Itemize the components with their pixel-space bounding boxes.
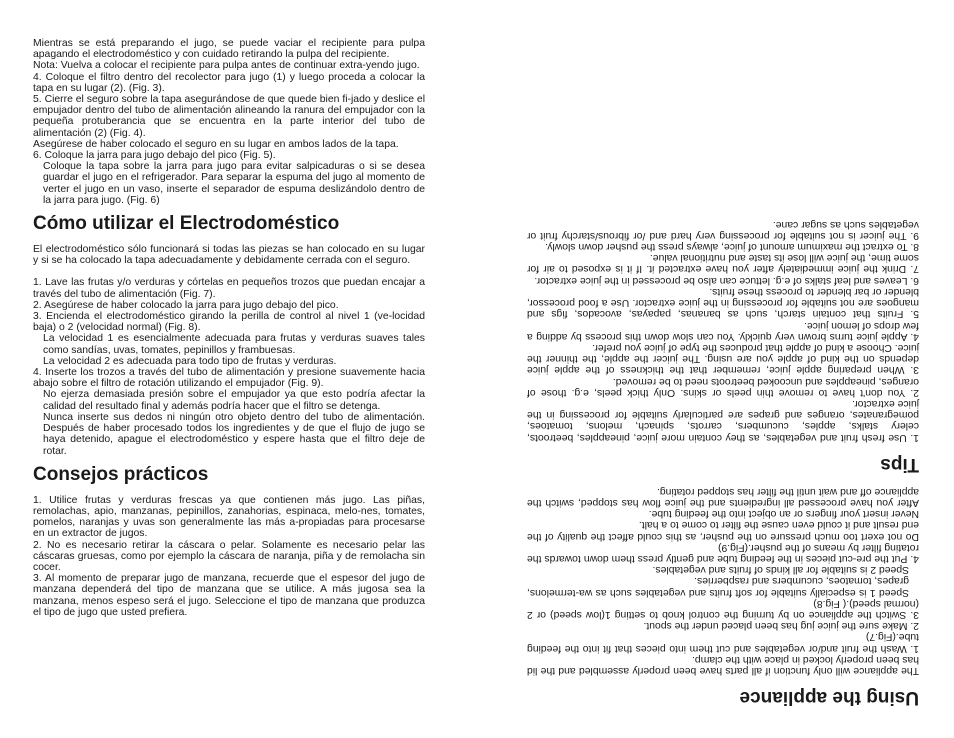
usage-step: 1. Lave las frutas y/o verduras y córtelas en pequeños trozos que puedan encajar a través del tubo de alimentación (Fig. 7).: [33, 277, 425, 300]
tip-item-en: 2. You don't have to remove thin peels or skins. Only thick peels, e.g. those of oranges, pineapples and uncooked beetroots need to be removed.: [527, 375, 919, 398]
tip-item-en: 5. Fruits that contain starch, such as bananas, papayas, avocados, figs and mangoes are not suitable for processing in the juice extractor. Use a food processor, blender or bar blender to process these fruits.: [527, 285, 919, 320]
usage-steps: [33, 277, 425, 456]
tips-list-en: [527, 218, 919, 442]
usage-note-en: Never insert your fingers or an object into the feeding tube.: [648, 508, 919, 520]
tip-item: 1. Utilice frutas y verduras frescas ya que contienen más jugo. Las piñas, remolachas, apio, manzanas, pepinillos, zanahorias, espinaca, melo-nes, tomates, pomelos, naranjas y uvas son generalmente las más a-propiadas para procesarse en un extractor de jugos.: [33, 494, 425, 540]
section-heading-usage: Cómo utilizar el Electrodoméstico: [33, 213, 340, 235]
usage-step-detail: La velocidad 1 es esencialmente adecuada para frutas y verduras suaves tales como sandías, uvas, tomates, pepinillos y frambuesas.: [43, 333, 425, 356]
usage-step-detail: No ejerza demasiada presión sobre el empujador ya que esto podría afectar la calidad del resultado final y además podría hacer que el filtro se detenga.: [43, 389, 425, 412]
step-5: 5. Cierre el seguro sobre la tapa asegurándose de que quede bien fi-jado y deslice el empujador dentro del tubo de alimentación alineando la ranura del empujador con la pequeña protuberancia que se encuentra en la parte interior del tubo de alimentación (2) (Fig. 4).: [33, 94, 425, 139]
usage-step-detail-en: Speed 1 is especially suitable for soft fruits and vegetables such as wa-termelons, grapes, tomatoes, cucumbers and raspberries.: [527, 575, 909, 598]
usage-step-en: 2. Make sure the juice jug has been placed under the spout.: [643, 620, 919, 632]
paragraph: Asegúrese de haber colocado el seguro en su lugar en ambos lados de la tapa.: [33, 138, 399, 150]
step-6: 6. Coloque la jarra para jugo debajo del pico (Fig. 5).: [33, 150, 276, 162]
usage-step-en: 4. Put the pre-cut pieces in the feeding tube and gently press them down towards the rotating filter by means of the pusher.(Fig.9): [527, 541, 919, 564]
tip-item: 3. Al momento de preparar jugo de manzana, recuerde que el espesor del jugo de manzana dependerá del tipo de manzana que se utilice. A más jugosa sea la manzana, menos espeso será el jugo. Seleccione el tipo de manzana que produzca el tipo de jugo que usted prefiera.: [33, 573, 425, 618]
usage-step-detail: Nunca inserte sus dedos ni ningún otro objeto dentro del tubo de alimentación. Después de haber procesado todos los ingredientes y de que el flujo de jugo se haya detenido, apague el electrodoméstico y espere hasta que el filtro deje de rotar.: [43, 411, 425, 457]
section-heading-usage-en: Using the appliance: [739, 687, 919, 708]
tip-item-en: 3. When preparing apple juice, remember that the thickness of the apple juice depends on the kind of apple you are using. The juicer the apple, the thinner the juice. Choose a kind of apple that produces the type of juice you prefer.: [527, 341, 919, 376]
spanish-column: [33, 38, 425, 618]
paragraph: Coloque la tapa sobre la jarra para jugo para evitar salpicaduras o si se desea guardar el jugo en el refrigerador. Para separar la espuma del jugo al momento de verter el jugo en un vaso, inserte el separador de espuma deslizándolo dentro de la jarra para jugo. (Fig. 6): [43, 161, 425, 206]
tips-list: [33, 495, 425, 618]
tip-item-en: 8. To extract the maximum amount of juice, always press the pusher down slowly.: [545, 241, 919, 253]
tip-item-en: 6. Leaves and leaf stalks of e.g. lettuce can also be processed in the juice extractor.: [534, 274, 919, 286]
usage-step-detail-en: Speed 2 is suitable for all kinds of fruits and vegetables.: [652, 564, 909, 576]
usage-step: 3. Encienda el electrodoméstico girando la perilla de control al nivel 1 (ve-locidad baja) o 2 (velocidad normal) (Fig. 8).: [33, 311, 425, 334]
usage-intro: El electrodoméstico sólo funcionará si todas las piezas se han colocado en su lugar y si se ha colocado la tapa adecuadamente y debidamente cerrada con el seguro.: [33, 244, 425, 267]
tip-item-en: 4. Apple juice turns brown very quickly. You can slow down this process by adding a few drops of lemon juice.: [527, 319, 919, 342]
usage-step-en: 1. Wash the fruit and/or vegetables and cut them into pieces that fit into the feeding tube.(Fig.7): [527, 631, 919, 654]
english-column-upside-down: [527, 36, 919, 708]
usage-step-detail: La velocidad 2 es adecuada para todo tipo de frutas y verduras.: [43, 355, 337, 367]
continuation-section: [33, 38, 425, 206]
tip-item-en: 7. Drink the juice immediately after you have extracted it. If it is exposed to air for some time, the juice will lose its taste and nutritional value.: [527, 252, 919, 275]
tip-item-en: 9. The juicer is not suitable for processing very hard and /or fibrous/starchy fruit or vegetables such as sugar cane.: [527, 218, 919, 241]
usage-step-en: 3. Switch the appliance on by turning the control knob to setting 1(low speed) or 2 (normal speed).( Fig.8): [527, 597, 919, 620]
note-paragraph: Nota: Vuelva a colocar el recipiente para pulpa antes de continuar extra-yendo jugo.: [33, 60, 420, 72]
usage-intro-en: The appliance will only function if all parts have been properly assembled and the lid has been properly locked in place with the clamp.: [527, 653, 919, 676]
usage-steps-en: [527, 486, 919, 654]
section-heading-tips: Consejos prácticos: [33, 463, 209, 485]
usage-step: 4. Inserte los trozos a través del tubo de alimentación y presione suavemente hacia abajo sobre el filtro de rotación utilizando el empujador (Fig. 9).: [33, 367, 425, 390]
usage-step: 2. Asegúrese de haber colocado la jarra para jugo debajo del pico.: [33, 299, 339, 311]
usage-note-en: Do not exert too much pressure on the pusher, as this could affect the quality of the end result and it could even cause the filter to come to a halt.: [527, 519, 919, 542]
tip-item-en: 1. Use fresh fruit and vegetables, as they contain more juice, pineapples, beetroots, celery stalks, apples, cucumbers, carrots, spinach, melons, tomatoes, pomegranates, oranges and grapes are particularly suitable for processing in the juice extractor.: [527, 397, 919, 443]
tip-item: 2. No es necesario retirar la cáscara o pelar. Solamente es necesario pelar las cáscaras gruesas, como por ejemplo la cáscara de naranja, piña y de remolacha sin cocer.: [33, 539, 425, 573]
step-4: 4. Coloque el filtro dentro del recolector para jugo (1) y luego proceda a colocar la tapa en su lugar (2). (Fig. 3).: [33, 71, 425, 94]
paragraph: Mientras se está preparando el jugo, se puede vaciar el recipiente para pulpa apagando el electrodoméstico y con cuidado retirando la pulpa del recipiente.: [33, 38, 425, 61]
usage-note-en: After you have processed all ingredients and the juice flow has stopped, switch the appliance off and wait until the filter has stopped rotating.: [527, 485, 919, 508]
section-heading-tips-en: Tips: [880, 453, 919, 475]
